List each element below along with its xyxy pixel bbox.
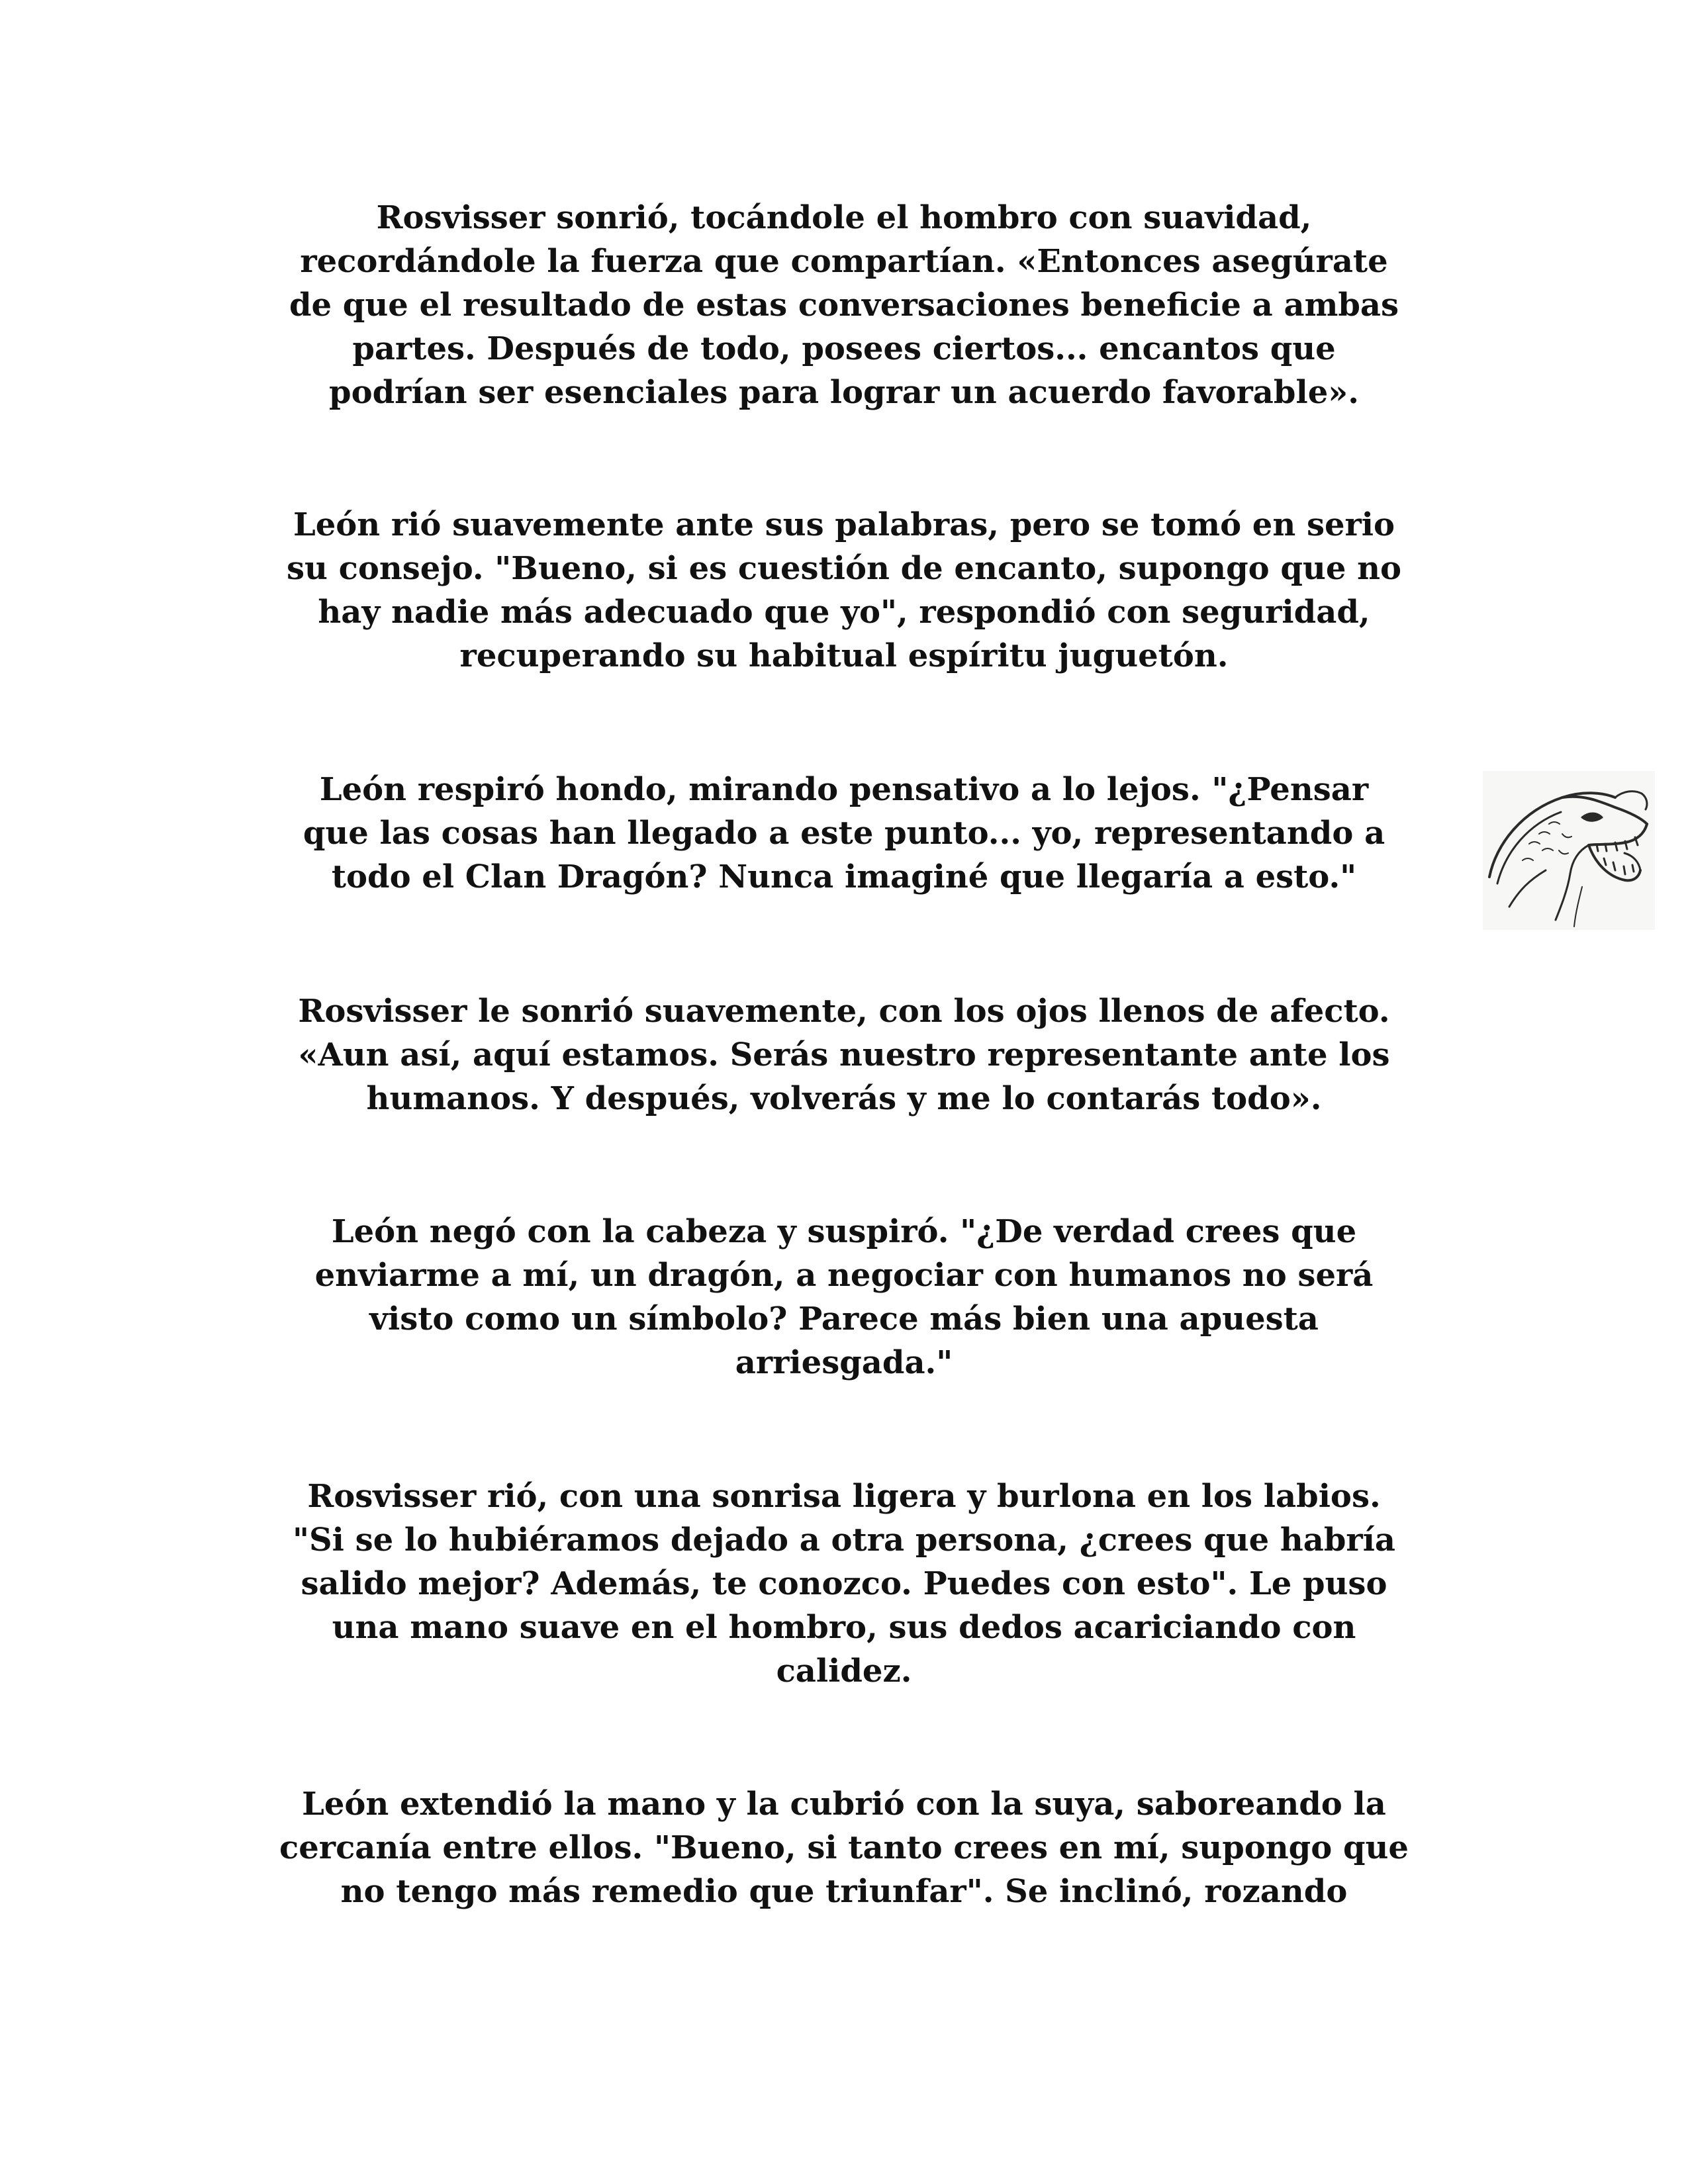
paragraph-7 <box>225 1782 1463 1913</box>
paragraph-1 <box>225 196 1463 414</box>
text-line: León extendió la mano y la cubrió con la suya, saboreando la <box>302 1786 1386 1823</box>
paragraph-6 <box>225 1475 1463 1693</box>
text-line: Rosvisser rió, con una sonrisa ligera y burlona en los labios. <box>307 1478 1381 1515</box>
paragraph-3 <box>225 768 1463 899</box>
text-line: humanos. Y después, volverás y me lo contarás todo». <box>366 1080 1322 1117</box>
text-line: Rosvisser sonrió, tocándole el hombro con suavidad, <box>376 199 1312 236</box>
text-line: enviarme a mí, un dragón, a negociar con humanos no será <box>314 1257 1374 1294</box>
text-line: que las cosas han llegado a este punto... yo, representando a <box>303 815 1385 852</box>
text-line: salido mejor? Además, te conozco. Puedes con esto". Le puso <box>301 1565 1387 1602</box>
text-line: «Aun así, aquí estamos. Serás nuestro representante ante los <box>298 1036 1390 1073</box>
text-line: recuperando su habitual espíritu juguetón. <box>459 637 1229 674</box>
text-line: arriesgada." <box>735 1344 953 1381</box>
text-line: cercanía entre ellos. "Bueno, si tanto crees en mí, supongo que <box>279 1829 1409 1866</box>
text-line: "Si se lo hubiéramos dejado a otra persona, ¿crees que habría <box>292 1522 1396 1559</box>
text-line: Rosvisser le sonrió suavemente, con los ojos llenos de afecto. <box>298 993 1390 1030</box>
text-line: partes. Después de todo, posees ciertos... encantos que <box>352 330 1336 367</box>
text-line: calidez. <box>776 1653 912 1690</box>
text-line: de que el resultado de estas conversaciones beneficie a ambas <box>289 287 1399 324</box>
text-line: recordándole la fuerza que compartían. «Entonces asegúrate <box>300 243 1388 280</box>
text-line: su consejo. "Bueno, si es cuestión de encanto, supongo que no <box>286 550 1401 587</box>
paragraph-5 <box>225 1210 1463 1385</box>
text-line: visto como un símbolo? Parece más bien una apuesta <box>369 1300 1319 1338</box>
text-line: podrían ser esenciales para lograr un acuerdo favorable». <box>329 374 1359 411</box>
text-line: todo el Clan Dragón? Nunca imaginé que llegaría a esto." <box>331 858 1357 895</box>
text-line: León respiró hondo, mirando pensativo a lo lejos. "¿Pensar <box>319 771 1369 808</box>
paragraph-2 <box>225 503 1463 678</box>
text-line: León negó con la cabeza y suspiró. "¿De verdad crees que <box>331 1213 1357 1250</box>
text-line: una mano suave en el hombro, sus dedos acariciando con <box>332 1609 1356 1646</box>
text-line: no tengo más remedio que triunfar". Se inclinó, rozando <box>340 1873 1348 1910</box>
text-line: León rió suavemente ante sus palabras, pero se tomó en serio <box>293 506 1395 543</box>
paragraph-4 <box>225 989 1463 1120</box>
dragon-head-sketch-icon <box>1483 771 1655 930</box>
text-line: hay nadie más adecuado que yo", respondió con seguridad, <box>318 594 1370 631</box>
